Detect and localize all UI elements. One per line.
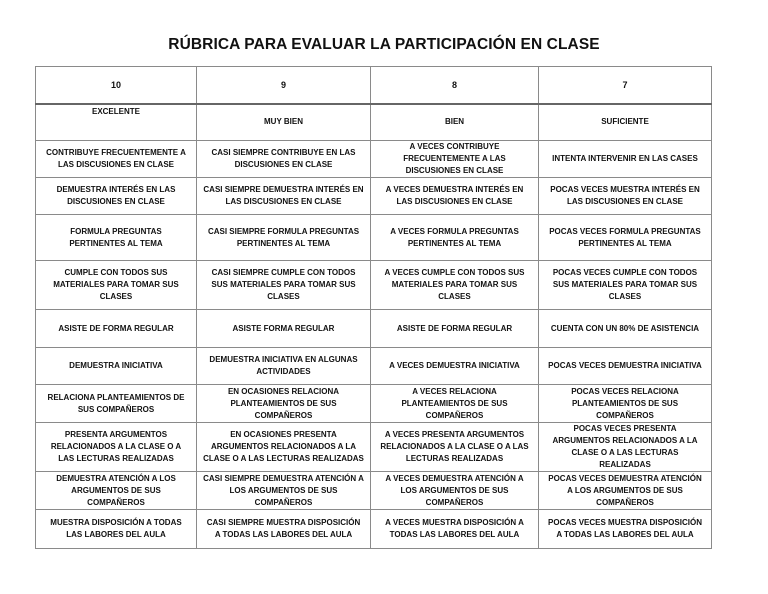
criterion-cell: POCAS VECES CUMPLE CON TODOS SUS MATERIALES PARA TOMAR SUS CLASES bbox=[539, 261, 712, 310]
table-row bbox=[36, 141, 712, 178]
criterion-cell: POCAS VECES PRESENTA ARGUMENTOS RELACIONADOS A LA CLASE O A LAS LECTURAS REALIZADAS bbox=[539, 423, 712, 472]
table-row bbox=[36, 423, 712, 472]
level-cell: MUY BIEN bbox=[197, 104, 371, 141]
criterion-cell: CUENTA CON UN 80% DE ASISTENCIA bbox=[539, 310, 712, 348]
table-row bbox=[36, 510, 712, 549]
criterion-cell: A VECES CONTRIBUYE FRECUENTEMENTE A LAS DISCUSIONES EN CLASE bbox=[371, 141, 539, 178]
criterion-cell: ASISTE DE FORMA REGULAR bbox=[36, 310, 197, 348]
page-title: RÚBRICA PARA EVALUAR LA PARTICIPACIÓN EN CLASE bbox=[168, 36, 600, 53]
level-cell: SUFICIENTE bbox=[539, 104, 712, 141]
table-row bbox=[36, 178, 712, 215]
table-row bbox=[36, 215, 712, 261]
criterion-cell: CASI SIEMPRE DEMUESTRA INTERÉS EN LAS DISCUSIONES EN CLASE bbox=[197, 178, 371, 215]
criterion-cell: POCAS VECES FORMULA PREGUNTAS PERTINENTES AL TEMA bbox=[539, 215, 712, 261]
score-cell: 8 bbox=[371, 67, 539, 104]
score-cell: 10 bbox=[36, 67, 197, 104]
criterion-cell: CUMPLE CON TODOS SUS MATERIALES PARA TOMAR SUS CLASES bbox=[36, 261, 197, 310]
criterion-cell: CASI SIEMPRE MUESTRA DISPOSICIÓN A TODAS LAS LABORES DEL AULA bbox=[197, 510, 371, 549]
rubric-table bbox=[35, 66, 712, 549]
table-row bbox=[36, 385, 712, 423]
criterion-cell: CASI SIEMPRE DEMUESTRA ATENCIÓN A LOS ARGUMENTOS DE SUS COMPAÑEROS bbox=[197, 472, 371, 510]
criterion-cell: EN OCASIONES PRESENTA ARGUMENTOS RELACIONADOS A LA CLASE O A LAS LECTURAS REALIZADAS bbox=[197, 423, 371, 472]
criterion-cell: POCAS VECES RELACIONA PLANTEAMIENTOS DE SUS COMPAÑEROS bbox=[539, 385, 712, 423]
score-cell: 7 bbox=[539, 67, 712, 104]
criterion-cell: A VECES DEMUESTRA ATENCIÓN A LOS ARGUMENTOS DE SUS COMPAÑEROS bbox=[371, 472, 539, 510]
criterion-cell: A VECES MUESTRA DISPOSICIÓN A TODAS LAS LABORES DEL AULA bbox=[371, 510, 539, 549]
criterion-cell: DEMUESTRA INTERÉS EN LAS DISCUSIONES EN CLASE bbox=[36, 178, 197, 215]
criterion-cell: RELACIONA PLANTEAMIENTOS DE SUS COMPAÑEROS bbox=[36, 385, 197, 423]
score-cell: 9 bbox=[197, 67, 371, 104]
criterion-cell: CASI SIEMPRE FORMULA PREGUNTAS PERTINENTES AL TEMA bbox=[197, 215, 371, 261]
criterion-cell: PRESENTA ARGUMENTOS RELACIONADOS A LA CLASE O A LAS LECTURAS REALIZADAS bbox=[36, 423, 197, 472]
level-cell: BIEN bbox=[371, 104, 539, 141]
criterion-cell: ASISTE DE FORMA REGULAR bbox=[371, 310, 539, 348]
criterion-cell: A VECES FORMULA PREGUNTAS PERTINENTES AL TEMA bbox=[371, 215, 539, 261]
criterion-cell: POCAS VECES MUESTRA INTERÉS EN LAS DISCUSIONES EN CLASE bbox=[539, 178, 712, 215]
criterion-cell: CASI SIEMPRE CONTRIBUYE EN LAS DISCUSIONES EN CLASE bbox=[197, 141, 371, 178]
criterion-cell: FORMULA PREGUNTAS PERTINENTES AL TEMA bbox=[36, 215, 197, 261]
criterion-cell: CASI SIEMPRE CUMPLE CON TODOS SUS MATERIALES PARA TOMAR SUS CLASES bbox=[197, 261, 371, 310]
criterion-cell: A VECES DEMUESTRA INTERÉS EN LAS DISCUSIONES EN CLASE bbox=[371, 178, 539, 215]
criterion-cell: A VECES PRESENTA ARGUMENTOS RELACIONADOS A LA CLASE O A LAS LECTURAS REALIZADAS bbox=[371, 423, 539, 472]
criterion-cell: A VECES RELACIONA PLANTEAMIENTOS DE SUS COMPAÑEROS bbox=[371, 385, 539, 423]
score-header-row bbox=[36, 67, 712, 104]
criterion-cell: POCAS VECES DEMUESTRA INICIATIVA bbox=[539, 348, 712, 385]
table-row bbox=[36, 310, 712, 348]
criterion-cell: POCAS VECES MUESTRA DISPOSICIÓN A TODAS LAS LABORES DEL AULA bbox=[539, 510, 712, 549]
criterion-cell: EN OCASIONES RELACIONA PLANTEAMIENTOS DE SUS COMPAÑEROS bbox=[197, 385, 371, 423]
level-header-row bbox=[36, 104, 712, 141]
criterion-cell: DEMUESTRA INICIATIVA EN ALGUNAS ACTIVIDADES bbox=[197, 348, 371, 385]
table-row bbox=[36, 348, 712, 385]
criterion-cell: DEMUESTRA ATENCIÓN A LOS ARGUMENTOS DE SUS COMPAÑEROS bbox=[36, 472, 197, 510]
criterion-cell: ASISTE FORMA REGULAR bbox=[197, 310, 371, 348]
criterion-cell: INTENTA INTERVENIR EN LAS CASES bbox=[539, 141, 712, 178]
table-row bbox=[36, 261, 712, 310]
criterion-cell: MUESTRA DISPOSICIÓN A TODAS LAS LABORES DEL AULA bbox=[36, 510, 197, 549]
criterion-cell: POCAS VECES DEMUESTRA ATENCIÓN A LOS ARGUMENTOS DE SUS COMPAÑEROS bbox=[539, 472, 712, 510]
criterion-cell: A VECES DEMUESTRA INICIATIVA bbox=[371, 348, 539, 385]
criterion-cell: A VECES CUMPLE CON TODOS SUS MATERIALES PARA TOMAR SUS CLASES bbox=[371, 261, 539, 310]
level-cell: EXCELENTE bbox=[36, 104, 197, 141]
criterion-cell: DEMUESTRA INICIATIVA bbox=[36, 348, 197, 385]
table-row bbox=[36, 472, 712, 510]
criterion-cell: CONTRIBUYE FRECUENTEMENTE A LAS DISCUSIONES EN CLASE bbox=[36, 141, 197, 178]
